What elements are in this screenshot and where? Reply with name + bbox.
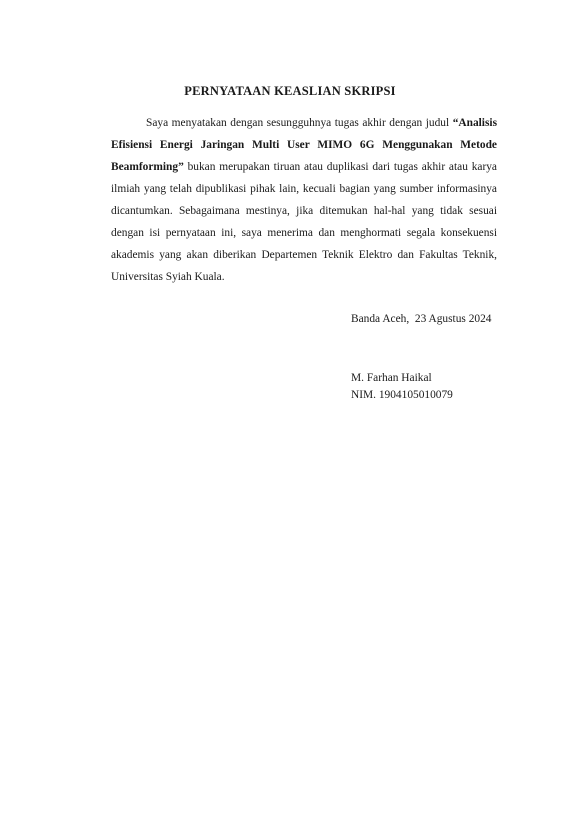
signer-name: M. Farhan Haikal (351, 372, 432, 384)
statement-intro: Saya menyatakan dengan sesungguhnya tugas akhir dengan judul (146, 117, 453, 129)
statement-body: bukan merupakan tiruan atau duplikasi dari tugas akhir atau karya ilmiah yang telah dipublikasi pihak lain, kecuali bagian yang sumber informasinya dicantumkan. Sebagaimana mestinya, jika ditemukan hal-hal yang tidak sesuai dengan isi pernyataan ini, saya menerima dan menghormati segala konsekuensi akademis yang akan diberikan Departemen Teknik Elektro dan Fakultas Teknik, Universitas Syiah Kuala. (111, 161, 497, 283)
signer-nim: NIM. 1904105010079 (351, 389, 453, 401)
page-title: PERNYATAAN KEASLIAN SKRIPSI (184, 84, 396, 98)
statement-paragraph (111, 112, 497, 288)
place-date: Banda Aceh, 23 Agustus 2024 (351, 313, 492, 325)
thesis-title: “Analisis Efisiensi Energi Jaringan Multi User MIMO 6G Menggunakan Metode Beamforming” (111, 117, 497, 173)
